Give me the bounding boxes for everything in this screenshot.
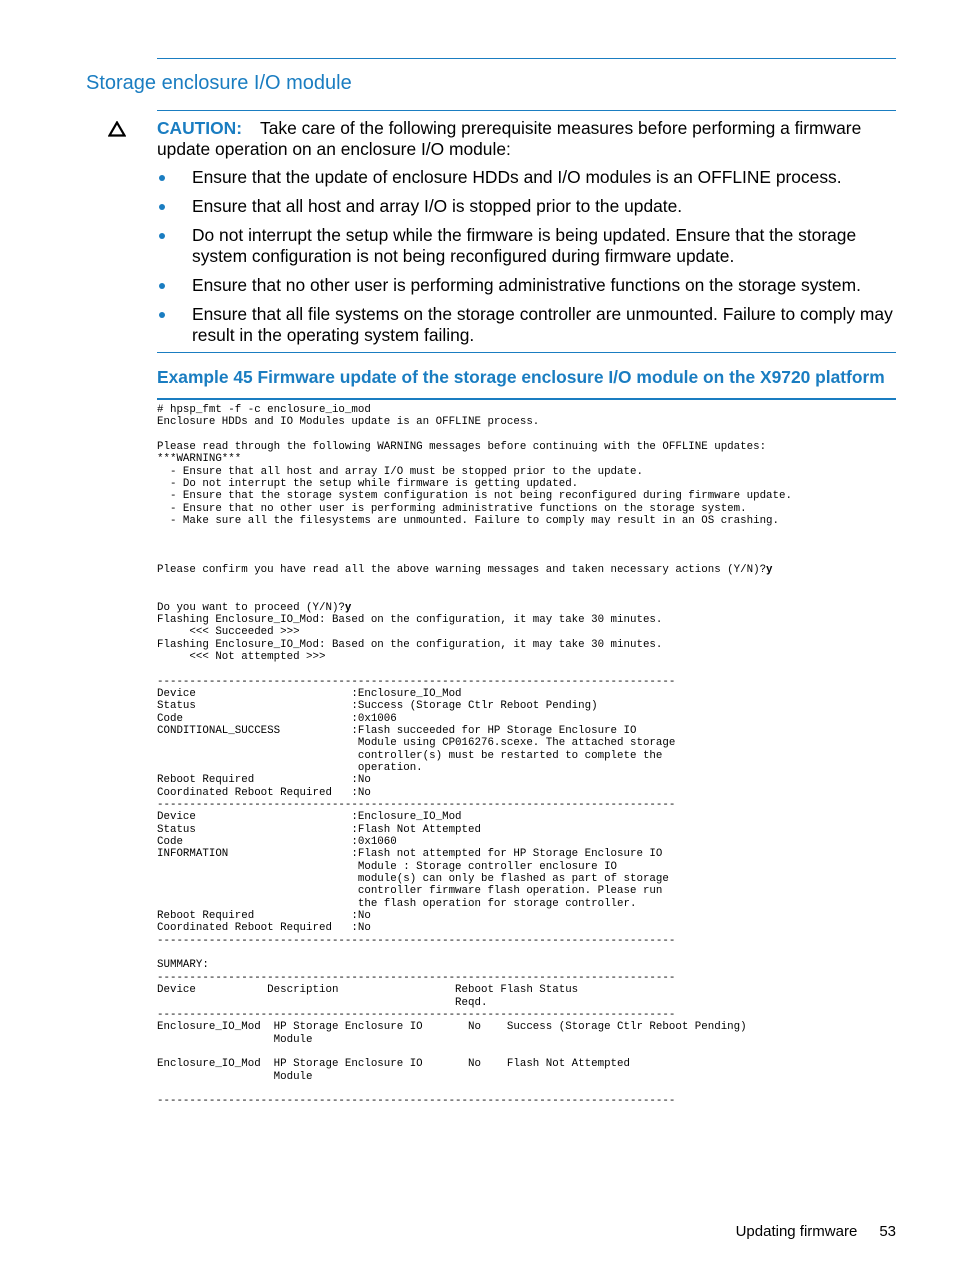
code-part-3: Flashing Enclosure_IO_Mod: Based on the configuration, it may take 30 minutes. <<< Succeeded >>> Flashing Enclosure_IO_Mod: Based on the configuration, it may take 30 minutes. <<< Not attempted >>> -------------------------------------------------------------------------------- Device :Enclosure_IO_Mod Status :Success (Storage Ctlr Reboot Pending) Code :0x1006 CONDITIONAL_SUCCESS :Flash succeeded for HP Storage Enclosure IO Module using CP016276.scexe. The attached storage controller(s) must be restarted to complete the operation. Reboot Required :No Coordinated Reboot Required :No -------------------------------------------------------------------------------- Device :Enclosure_IO_Mod Status :Flash Not Attempted Code :0x1060 INFORMATION :Flash not attempted for HP Storage Enclosure IO Module : Storage controller enclosure IO module(s) can only be flashed as part of storage controller firmware flash operation. Please run the flash operation for storage controller. Reboot Required :No Coordinated Reboot Required :No -------------------------------------------------------------------------------- SUMMARY: -------------------------------------------------------------------------------- Device Description Reboot Flash Status Reqd. -------------------------------------------------------------------------------- Enclosure_IO_Mod HP Storage Enclosure IO No Success (Storage Ctlr Reboot Pending) Module Enclosure_IO_Mod HP Storage Enclosure IO No Flash Not Attempted Module -------------------------------------------------------------------------------- xyxy=(157,613,747,1108)
caution-list xyxy=(157,167,899,346)
bullet-icon xyxy=(159,233,165,239)
caution-list-item: Ensure that all file systems on the storage controller are unmounted. Failure to comply may result in the operating system failing. xyxy=(157,304,899,346)
code-part-1: # hpsp_fmt -f -c enclosure_io_mod Enclosure HDDs and IO Modules update is an OFFLINE process. Please read through the following WARNING messages before continuing with the OFFLINE updates: ***WARNING*** - Ensure that all host and array I/O must be stopped prior to the update. - Do not interrupt the setup while firmware is getting updated. - Ensure that the storage system configuration is not being reconfigured during firmware update. - Ensure that no other user is performing administrative functions on the storage system. - Make sure all the filesystems are unmounted. Failure to comply may result in an OS crashing. Please confirm you have read all the above warning messages and taken necessary actions (Y/N)? xyxy=(157,404,792,577)
code-answer-2: y xyxy=(344,601,352,614)
caution-block xyxy=(157,118,899,354)
bullet-icon xyxy=(159,312,165,318)
caution-list-item: Ensure that all host and array I/O is stopped prior to the update. xyxy=(157,196,899,217)
bullet-icon xyxy=(159,175,165,181)
bullet-icon xyxy=(159,204,165,210)
caution-list-item: Ensure that the update of enclosure HDDs and I/O modules is an OFFLINE process. xyxy=(157,167,899,188)
caution-end-rule xyxy=(157,352,896,353)
footer-section: Updating firmware xyxy=(735,1223,858,1240)
code-answer-1: y xyxy=(766,564,773,577)
page-number: 53 xyxy=(879,1223,896,1240)
top-rule xyxy=(157,58,896,59)
caution-list-item: Do not interrupt the setup while the firmware is being updated. Ensure that the storage system configuration is not being reconfigured during firmware update. xyxy=(157,225,899,267)
example-title: Example 45 Firmware update of the storage enclosure I/O module on the X9720 platform xyxy=(157,367,885,387)
section-heading: Storage enclosure I/O module xyxy=(86,72,352,94)
caution-paragraph xyxy=(157,118,899,160)
caution-text: Take care of the following prerequisite measures before performing a firmware update operation on an enclosure I/O module: xyxy=(157,118,862,159)
page-footer xyxy=(736,1223,896,1240)
code-part-2: Do you want to proceed (Y/N)? xyxy=(157,601,345,614)
code-example xyxy=(157,404,792,1108)
bullet-icon xyxy=(159,283,165,289)
example-rule xyxy=(157,398,896,400)
caution-list-item: Ensure that no other user is performing administrative functions on the storage system. xyxy=(157,275,899,296)
caution-triangle-icon xyxy=(108,121,126,137)
heading-rule xyxy=(157,110,896,111)
caution-label: CAUTION: xyxy=(157,118,243,138)
